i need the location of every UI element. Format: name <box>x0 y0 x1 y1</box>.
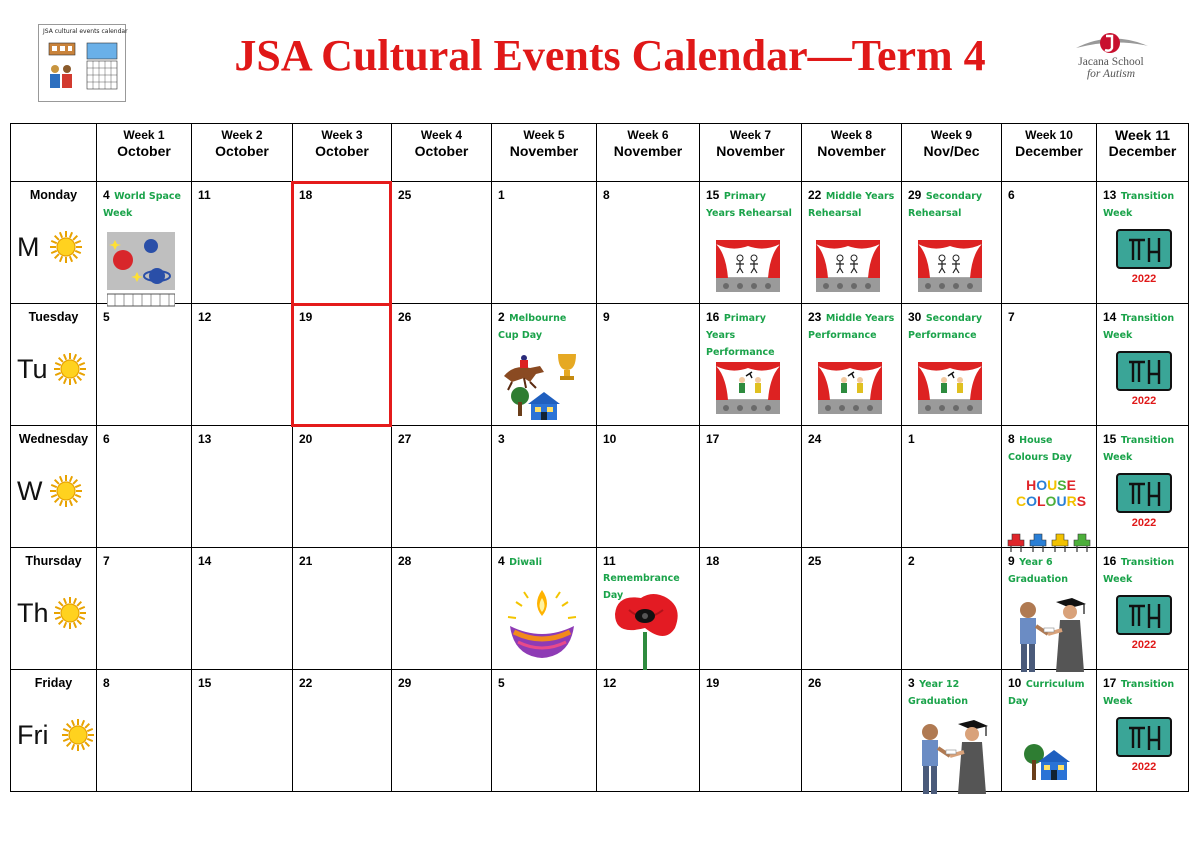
week3-highlight-divider <box>291 303 392 306</box>
week-label: Week 10 <box>1025 128 1073 142</box>
day-cell <box>1002 304 1097 426</box>
day-name: Monday <box>29 188 78 202</box>
stage-performance-icon <box>818 362 882 419</box>
svg-text:COLOURS: COLOURS <box>1015 493 1087 509</box>
date-number: 27 <box>398 432 412 446</box>
day-cell <box>802 670 902 792</box>
event-label: World Space Week <box>103 191 181 219</box>
week-label: Week 8 <box>830 128 873 142</box>
week-month: October <box>315 143 369 159</box>
event-label: Middle Years Performance <box>808 313 895 341</box>
stage-performance-icon <box>716 362 780 419</box>
day-abbreviation: Tu <box>17 354 48 384</box>
graduation-icon <box>1012 596 1086 679</box>
date-number: 26 <box>398 310 412 324</box>
graduation-icon <box>914 718 988 801</box>
event-label: Secondary Performance <box>908 313 983 341</box>
svg-text:2022: 2022 <box>1131 639 1157 651</box>
sun-icon <box>53 596 87 630</box>
day-label-cell <box>11 426 97 548</box>
event-label: Transition Week <box>1103 679 1175 707</box>
week-header <box>492 124 597 182</box>
transition-week-icon <box>1115 228 1173 291</box>
day-cell <box>293 670 392 792</box>
day-row-monday <box>11 182 1189 304</box>
day-cell <box>1097 426 1189 548</box>
date-number: 19 <box>706 676 720 690</box>
date-number: 5 <box>498 676 505 690</box>
date-number: 22 <box>299 676 313 690</box>
date-number: 26 <box>808 676 822 690</box>
day-cell <box>802 182 902 304</box>
day-cell <box>597 182 700 304</box>
day-abbreviation: W <box>17 476 43 506</box>
date-number: 10 <box>603 432 617 446</box>
school-name-line2: for Autism <box>1086 68 1136 80</box>
day-cell <box>192 426 293 548</box>
date-number: 25 <box>398 188 412 202</box>
day-name: Thursday <box>25 554 82 568</box>
day-cell <box>1097 304 1189 426</box>
date-number: 16 <box>706 310 720 324</box>
day-cell <box>97 548 192 670</box>
day-label-cell <box>11 304 97 426</box>
day-cell <box>392 304 492 426</box>
svg-text:2022: 2022 <box>1131 761 1157 773</box>
day-cell <box>192 182 293 304</box>
week-header-row <box>11 124 1189 182</box>
date-number: 12 <box>603 676 617 690</box>
date-number: 5 <box>103 310 110 324</box>
event-label: Remembrance Day <box>603 573 680 601</box>
event-label: Secondary Rehearsal <box>908 191 983 219</box>
school-name <box>1068 56 1154 80</box>
day-cell <box>700 304 802 426</box>
date-number: 2 <box>498 310 505 324</box>
calendar-logo-icon <box>39 25 127 103</box>
day-cell <box>1002 548 1097 670</box>
day-cell <box>1002 426 1097 548</box>
date-number: 9 <box>1008 554 1015 568</box>
date-number: 14 <box>1103 310 1117 324</box>
date-number: 15 <box>1103 432 1117 446</box>
week-header <box>802 124 902 182</box>
diwali-lamp-icon <box>502 586 582 671</box>
date-number: 6 <box>1008 188 1015 202</box>
day-cell <box>392 670 492 792</box>
date-number: 17 <box>706 432 720 446</box>
day-row-tuesday <box>11 304 1189 426</box>
date-number: 15 <box>706 188 720 202</box>
sun-icon <box>49 474 83 508</box>
week-month: October <box>117 143 171 159</box>
house-icon <box>1022 740 1072 787</box>
day-cell <box>293 182 392 304</box>
day-cell <box>802 304 902 426</box>
date-number: 21 <box>299 554 313 568</box>
svg-text:HOUSE: HOUSE <box>1026 477 1076 493</box>
week-month: Nov/Dec <box>923 143 980 159</box>
date-number: 6 <box>103 432 110 446</box>
day-cell <box>1097 548 1189 670</box>
week-month: December <box>1108 143 1177 159</box>
horse-race-trophy-icon <box>500 350 584 427</box>
week-label: Week 11 <box>1114 127 1170 143</box>
event-label: Curriculum Day <box>1008 679 1085 707</box>
event-label: Primary Years Performance <box>706 313 775 358</box>
date-number: 4 <box>498 554 505 568</box>
day-cell <box>97 304 192 426</box>
date-number: 3 <box>498 432 505 446</box>
week-label: Week 1 <box>123 128 165 142</box>
day-cell <box>802 548 902 670</box>
date-number: 29 <box>908 188 922 202</box>
date-number: 1 <box>498 188 505 202</box>
day-cell <box>597 670 700 792</box>
date-number: 11 <box>603 554 616 568</box>
date-number: 8 <box>603 188 610 202</box>
date-number: 17 <box>1103 676 1117 690</box>
day-cell <box>700 426 802 548</box>
transition-week-icon <box>1115 716 1173 779</box>
week-header <box>192 124 293 182</box>
event-label: Melbourne Cup Day <box>498 313 567 341</box>
date-number: 12 <box>198 310 212 324</box>
day-cell <box>492 304 597 426</box>
day-cell <box>392 182 492 304</box>
date-number: 3 <box>908 676 915 690</box>
day-cell <box>1097 182 1189 304</box>
week-month: November <box>716 143 785 159</box>
date-number: 13 <box>198 432 212 446</box>
date-number: 28 <box>398 554 412 568</box>
day-cell <box>700 670 802 792</box>
school-name-line1: Jacana School <box>1078 56 1144 68</box>
week-header <box>1097 124 1189 182</box>
stage-rehearsal-icon <box>918 240 982 297</box>
day-cell <box>700 182 802 304</box>
transition-week-icon <box>1115 472 1173 535</box>
date-number: 11 <box>198 188 211 202</box>
calendar-logo <box>38 24 126 102</box>
date-number: 8 <box>103 676 110 690</box>
logo-caption: JSA cultural events calendar <box>43 28 128 35</box>
date-number: 30 <box>908 310 922 324</box>
day-cell <box>492 426 597 548</box>
day-cell <box>492 548 597 670</box>
date-number: 10 <box>1008 676 1022 690</box>
week-month: November <box>613 143 683 159</box>
event-label: Transition Week <box>1103 435 1175 463</box>
day-abbreviation: Fri <box>17 720 49 750</box>
date-number: 18 <box>706 554 720 568</box>
day-cell <box>700 548 802 670</box>
week-label: Week 3 <box>321 128 363 142</box>
term-calendar <box>10 123 1189 792</box>
sun-icon <box>49 230 83 264</box>
week-label: Week 6 <box>627 128 669 142</box>
day-cell <box>192 304 293 426</box>
day-cell <box>802 426 902 548</box>
event-label: Transition Week <box>1103 557 1175 585</box>
date-number: 19 <box>299 310 313 324</box>
day-row-wednesday <box>11 426 1189 548</box>
event-label: Primary Years Rehearsal <box>706 191 792 219</box>
day-cell <box>902 182 1002 304</box>
stage-performance-icon <box>918 362 982 419</box>
event-label: House Colours Day <box>1008 435 1072 463</box>
date-number: 18 <box>299 188 313 202</box>
day-cell <box>902 670 1002 792</box>
stage-rehearsal-icon <box>716 240 780 297</box>
svg-text:2022: 2022 <box>1131 395 1157 407</box>
event-label: Year 12 Graduation <box>908 679 968 707</box>
transition-week-icon <box>1115 594 1173 657</box>
date-number: 22 <box>808 188 822 202</box>
date-number: 29 <box>398 676 412 690</box>
week-label: Week 9 <box>930 128 973 142</box>
day-cell <box>902 426 1002 548</box>
week-header <box>902 124 1002 182</box>
sun-icon <box>61 718 95 752</box>
week-label: Week 4 <box>420 128 463 142</box>
date-number: 2 <box>908 554 915 568</box>
date-number: 8 <box>1008 432 1015 446</box>
event-label: Diwali <box>509 557 542 568</box>
day-name: Friday <box>34 676 73 690</box>
week-month: October <box>215 143 269 159</box>
day-cell <box>1002 670 1097 792</box>
corner-cell <box>11 124 97 182</box>
date-number: 13 <box>1103 188 1117 202</box>
week-month: December <box>1015 143 1083 159</box>
day-cell <box>97 182 192 304</box>
day-label-cell <box>11 548 97 670</box>
day-label-cell <box>11 182 97 304</box>
day-cell <box>1002 182 1097 304</box>
day-cell <box>597 548 700 670</box>
day-abbreviation: M <box>17 232 40 262</box>
event-label: Transition Week <box>1103 313 1175 341</box>
day-cell <box>97 426 192 548</box>
poppy-flower-icon <box>605 588 685 677</box>
week-header <box>293 124 392 182</box>
week-header <box>392 124 492 182</box>
date-number: 24 <box>808 432 822 446</box>
date-number: 4 <box>103 188 110 202</box>
date-number: 1 <box>908 432 915 446</box>
day-cell <box>902 304 1002 426</box>
week-label: Week 5 <box>523 128 565 142</box>
svg-text:2022: 2022 <box>1131 517 1157 529</box>
date-number: 9 <box>603 310 610 324</box>
page-title: JSA Cultural Events Calendar—Term 4 <box>234 31 986 80</box>
date-number: 14 <box>198 554 212 568</box>
day-row-friday <box>11 670 1189 792</box>
day-name: Wednesday <box>18 432 89 446</box>
day-cell <box>392 426 492 548</box>
week-header <box>597 124 700 182</box>
event-label: Middle Years Rehearsal <box>808 191 895 219</box>
day-cell <box>293 426 392 548</box>
day-name: Tuesday <box>28 310 79 324</box>
day-cell <box>293 304 392 426</box>
week-month: October <box>414 143 469 159</box>
day-row-thursday <box>11 548 1189 670</box>
day-cell <box>597 426 700 548</box>
week-month: November <box>509 143 579 159</box>
date-number: 16 <box>1103 554 1117 568</box>
date-number: 25 <box>808 554 822 568</box>
day-cell <box>192 548 293 670</box>
day-cell <box>293 548 392 670</box>
week-month: November <box>817 143 886 159</box>
day-cell <box>1097 670 1189 792</box>
date-number: 7 <box>1008 310 1015 324</box>
day-cell <box>97 670 192 792</box>
day-cell <box>392 548 492 670</box>
date-number: 23 <box>808 310 822 324</box>
date-number: 15 <box>198 676 212 690</box>
day-label-cell <box>11 670 97 792</box>
event-label: Year 6 Graduation <box>1008 557 1068 585</box>
sun-icon <box>53 352 87 386</box>
week-header <box>700 124 802 182</box>
day-cell <box>492 182 597 304</box>
week-header <box>1002 124 1097 182</box>
date-number: 20 <box>299 432 313 446</box>
week-header <box>97 124 192 182</box>
svg-text:2022: 2022 <box>1131 273 1157 285</box>
week-label: Week 2 <box>221 128 263 142</box>
stage-rehearsal-icon <box>816 240 880 297</box>
day-abbreviation: Th <box>17 598 49 628</box>
transition-week-icon <box>1115 350 1173 413</box>
date-number: 7 <box>103 554 110 568</box>
day-cell <box>597 304 700 426</box>
day-cell <box>902 548 1002 670</box>
day-cell <box>192 670 293 792</box>
day-cell <box>492 670 597 792</box>
event-label: Transition Week <box>1103 191 1175 219</box>
week-label: Week 7 <box>729 128 772 142</box>
